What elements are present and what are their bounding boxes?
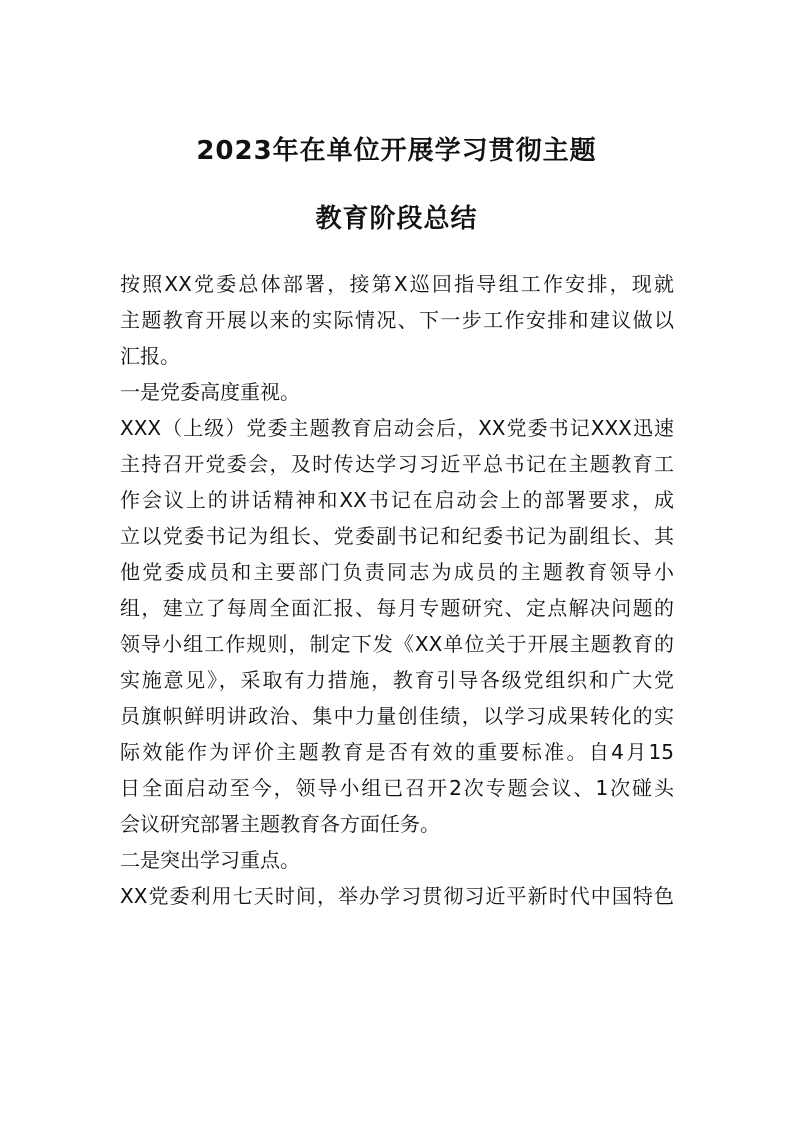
text-line: 实施意见》，采取有力措施，教育引导各级党组织和广大党: [120, 668, 674, 692]
text-line: 际效能作为评价主题教育是否有效的重要标准。自4月15: [120, 740, 674, 764]
text-line: 一是党委高度重视。: [120, 380, 300, 404]
text-line: 他党委成员和主要部门负责同志为成员的主题教育领导小: [120, 560, 674, 584]
document-title-line-1: 2023年在单位开展学习贯彻主题: [196, 136, 597, 166]
document-body: [120, 266, 674, 914]
text-line: 领导小组工作规则，制定下发《XX单位关于开展主题教育的: [120, 632, 674, 656]
text-line: 日全面启动至今，领导小组已召开2次专题会议、1次碰头: [120, 776, 674, 800]
text-line: 作会议上的讲话精神和XX书记在启动会上的部署要求，成: [120, 488, 674, 512]
text-line: 汇报。: [120, 344, 180, 368]
document-title-line-2: 教育阶段总结: [315, 204, 478, 234]
text-line: 组，建立了每周全面汇报、每月专题研究、定点解决问题的: [120, 596, 674, 620]
text-line: XX党委利用七天时间，举办学习贯彻习近平新时代中国特色: [120, 884, 674, 908]
text-line: 立以党委书记为组长、党委副书记和纪委书记为副组长、其: [120, 524, 674, 548]
text-line: 会议研究部署主题教育各方面任务。: [120, 812, 440, 836]
text-line: 按照XX党委总体部署，接第X巡回指导组工作安排，现就: [120, 272, 674, 296]
text-line: 员旗帜鲜明讲政治、集中力量创佳绩，以学习成果转化的实: [120, 704, 674, 728]
text-line: 主题教育开展以来的实际情况、下一步工作安排和建议做以: [120, 308, 674, 332]
text-line: 二是突出学习重点。: [120, 848, 300, 872]
text-line: XXX（上级）党委主题教育启动会后，XX党委书记XXX迅速: [120, 416, 674, 440]
text-line: 主持召开党委会，及时传达学习习近平总书记在主题教育工: [120, 452, 674, 476]
